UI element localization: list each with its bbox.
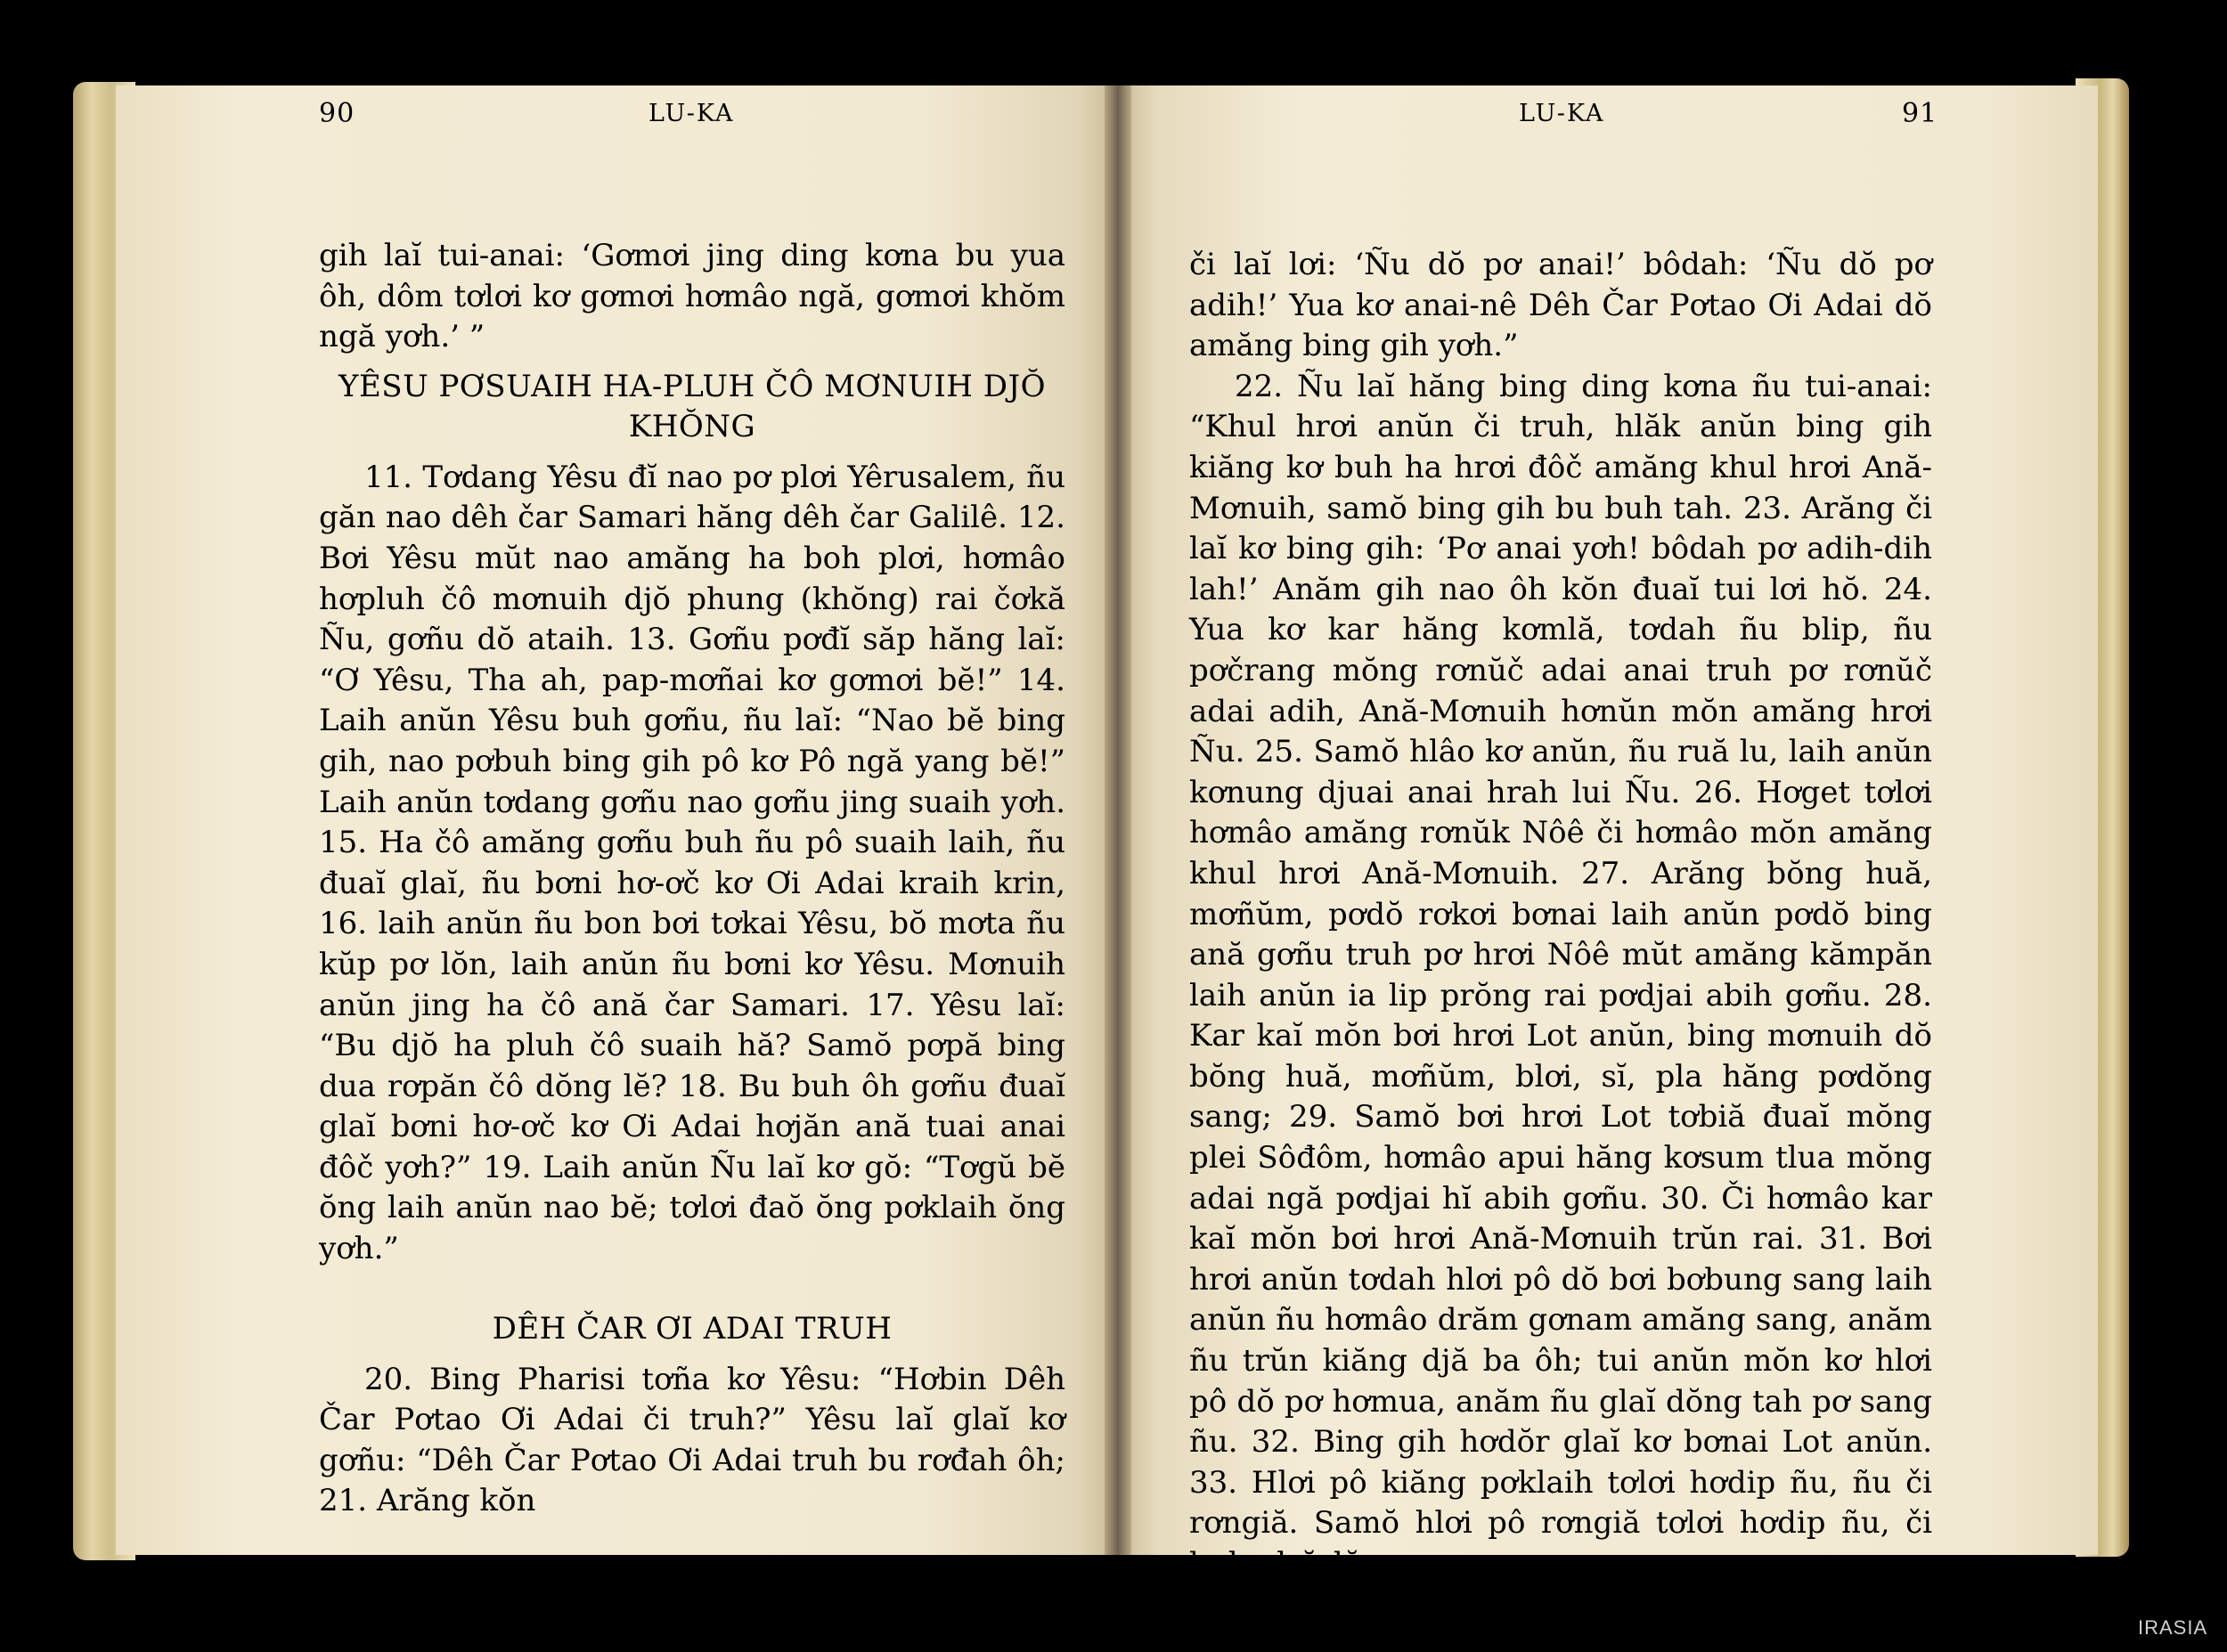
- section-title-1: YÊSU PƠSUAIH HA-PLUH ČÔ MƠNUIH DJŎ KHŎNG: [339, 368, 1046, 444]
- left-page-text: [319, 236, 1065, 1522]
- right-running-head: LU-KA: [1519, 100, 1605, 127]
- right-page-number: 91: [1902, 98, 1938, 129]
- section-1-paragraph: 11. Tơdang Yêsu đĭ nao pơ plơi Yêrusalem, ñu găn nao dêh čar Samari hăng dêh čar Galilê. 12. Bơi Yêsu mŭt nao amăng ha boh plơi, hơmâo hơpluh čô mơnuih djŏ phung (khŏng) rai čơkă Ñu, gơñu dŏ ataih. 13. Gơñu pơđĭ săp hăng laĭ: “Ơ Yêsu, Tha ah, pap-mơñai kơ gơmơi bĕ!” 14. Laih anŭn Yêsu buh gơñu, ñu laĭ: “Nao bĕ bing gih, nao pơbuh bing gih pô kơ Pô ngă yang bĕ!” Laih anŭn tơdang gơñu nao gơñu jing suaih yơh. 15. Ha čô amăng gơñu buh ñu pô suaih laih, ñu đuaĭ glaĭ, ñu bơni hơ-ơč kơ Ơi Adai kraih krin, 16. laih anŭn ñu bon bơi tơkai Yêsu, bŏ mơta ñu kŭp pơ lŏn, laih anŭn ñu bơni kơ Yêsu. Mơnuih anŭn jing ha čô ană čar Samari. 17. Yêsu laĭ: “Bu djŏ ha pluh čô suaih hă? Samŏ pơpă bing dua rơpăn čô dŏng lĕ? 18. Bu buh ôh gơñu đuaĭ glaĭ bơni hơ-ơč kơ Ơi Adai hơjăn ană tuai anai đôč yơh?” 19. Laih anŭn Ñu laĭ kơ gŏ: “Tơgŭ bĕ ŏng laih anŭn nao bĕ; tơlơi đaŏ ŏng pơklaih ŏng yơh.”: [319, 459, 1065, 1267]
- left-continuation-paragraph: gih laĭ tui-anai: ‘Gơmơi jing ding kơna bu yua ôh, dôm tơlơi kơ gơmơi hơmâo ngă, gơmơi khŏm ngă yơh.’ ”: [319, 238, 1065, 355]
- watermark: IRASIA: [2138, 1616, 2208, 1639]
- book-gutter: [1105, 85, 1131, 1555]
- right-continuation-paragraph: či laĭ lơi: ‘Ñu dŏ pơ anai!’ bôdah: ‘Ñu dŏ pơ adih!’ Yua kơ anai-nê Dêh Čar Pơtao Ơi Adai dŏ amăng bing gih yơh.”: [1189, 247, 1932, 364]
- right-page-text: [1189, 245, 1932, 1585]
- right-main-paragraph: 22. Ñu laĭ hăng bing ding kơna ñu tui-anai: “Khul hrơi anŭn či truh, hlăk anŭn bing gih kiăng kơ buh ha hrơi đôč amăng khul hrơi Ană-Mơnuih, samŏ bing gih bu buh tah. 23. Arăng či laĭ kơ bing gih: ‘Pơ anai yơh! bôdah pơ adih-dih lah!’ Anăm gih nao ôh kŏn đuaĭ tui lơi hŏ. 24. Yua kơ kar hăng kơmlă, tơdah ñu blip, ñu pơčrang mŏng rơnŭč adai anai truh pơ rơnŭč adai adih, Ană-Mơnuih hơnŭn mŏn amăng hrơi Ñu. 25. Samŏ hlâo kơ anŭn, ñu ruă lu, laih anŭn kơnung djuai anai hrah lui Ñu. 26. Hơget tơlơi hơmâo amăng rơnŭk Nôê či hơmâo mŏn amăng khul hrơi Ană-Mơnuih. 27. Arăng bŏng huă, mơñŭm, pơdŏ rơkơi bơnai laih anŭn pơdŏ bing ană gơñu truh pơ hrơi Nôê mŭt amăng kămpăn laih anŭn ia lip prŏng rai pơdjai abih gơñu. 28. Kar kaĭ mŏn bơi hrơi Lot anŭn, bing mơnuih dŏ bŏng huă, mơñŭm, blơi, sĭ, pla hăng pơdŏng sang; 29. Samŏ bơi hrơi Lot tơbiă đuaĭ mŏng plei Sôđôm, hơmâo apui hăng kơsum tlua mŏng adai ngă pơdjai hĭ abih gơñu. 30. Či hơmâo kar kaĭ mŏn bơi hrơi Ană-Mơnuih trŭn rai. 31. Bơi hrơi anŭn tơdah hlơi pô dŏ bơi bơbung sang laih anŭn ñu hơmâo drăm gơnam amăng sang, anăm ñu trŭn kiăng djă ba ôh; tui anŭn mŏn kơ hlơi pô dŏ pơ hơmua, anăm ñu glaĭ dŏng tah pơ sang ñu. 32. Bing gih hơdŏr glaĭ kơ bơnai Lot anŭn. 33. Hlơi pô kiăng pơklaih tơlơi hơdip ñu, ñu či rơngiă. Samŏ hlơi pô rơngiă tơlơi hơdip ñu, či buh glaĭ dŏng.: [1189, 368, 1932, 1582]
- left-page-number: 90: [319, 98, 355, 129]
- section-2-paragraph: 20. Bing Pharisi tơña kơ Yêsu: “Hơbin Dêh Čar Pơtao Ơi Adai či truh?” Yêsu laĭ glaĭ kơ gơñu: “Dêh Čar Pơtao Ơi Adai truh bu rơđah ôh; 21. Arăng kŏn: [319, 1361, 1065, 1519]
- section-title-2: DÊH ČAR ƠI ADAI TRUH: [492, 1310, 893, 1347]
- left-running-head: LU-KA: [649, 100, 735, 127]
